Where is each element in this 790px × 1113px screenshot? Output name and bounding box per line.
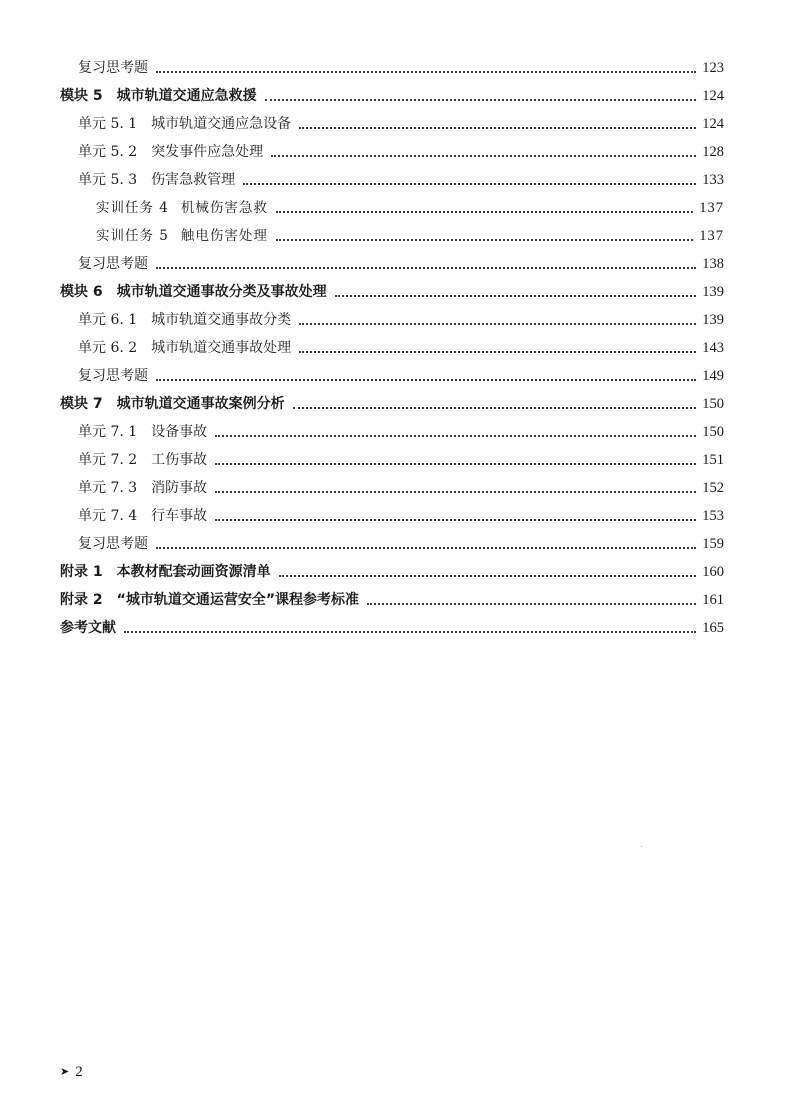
toc-entry-title: 触电伤害处理	[180, 228, 268, 244]
toc-entry-page: 133	[702, 172, 724, 188]
toc-entry-label	[78, 58, 148, 78]
toc-entry-label	[78, 142, 263, 162]
toc-entry-title: 参考文献	[60, 620, 116, 636]
toc-entry-label	[78, 506, 207, 526]
toc-entry-number: 模块 5	[60, 88, 103, 104]
toc-entry-label	[78, 310, 291, 330]
toc-entry-title: 复习思考题	[78, 536, 148, 552]
toc-entry-title: 城市轨道交通事故处理	[151, 340, 292, 356]
toc-entry	[0, 502, 790, 530]
toc-entry-title: “城市轨道交通运营安全”课程参考标准	[116, 592, 360, 608]
toc-entry-label	[78, 534, 148, 554]
toc-entry	[0, 418, 790, 446]
toc-entry-label	[96, 198, 268, 218]
toc-entry-title: 复习思考题	[78, 256, 148, 272]
dot-leader	[299, 350, 696, 353]
toc-entry	[0, 166, 790, 194]
dot-leader	[156, 378, 696, 381]
toc-entry-number: 模块 7	[60, 396, 103, 412]
toc-entry-label	[96, 226, 268, 246]
toc-entry-number: 单元 7. 2	[78, 452, 138, 468]
toc-entry-page: 153	[702, 508, 724, 524]
toc-entry-label	[78, 254, 148, 274]
toc-entry-title: 工伤事故	[151, 452, 208, 468]
dot-leader	[215, 518, 696, 521]
toc-entry-label	[78, 450, 207, 470]
toc-entry-title: 城市轨道交通应急救援	[116, 88, 257, 104]
toc-entry-page: 159	[702, 536, 724, 552]
toc-entry-title: 消防事故	[151, 480, 208, 496]
toc-entry	[0, 278, 790, 306]
toc-entry-page: 137	[699, 200, 724, 216]
toc-entry-number: 单元 7. 1	[78, 424, 138, 440]
toc-entry-page: 123	[702, 60, 724, 76]
table-of-contents	[0, 54, 790, 642]
dot-leader	[279, 574, 697, 577]
toc-entry	[0, 306, 790, 334]
toc-entry-label	[78, 170, 235, 190]
toc-entry-label	[78, 338, 291, 358]
toc-entry	[0, 474, 790, 502]
toc-entry	[0, 110, 790, 138]
toc-entry-page: 139	[702, 284, 724, 300]
toc-entry	[0, 530, 790, 558]
toc-entry	[0, 222, 790, 250]
dot-leader	[243, 182, 696, 185]
toc-entry	[0, 194, 790, 222]
toc-entry	[0, 138, 790, 166]
toc-entry-number: 单元 5. 2	[78, 144, 138, 160]
dot-leader	[271, 154, 696, 157]
scan-speck	[641, 846, 642, 847]
toc-entry	[0, 334, 790, 362]
toc-entry-page: 149	[702, 368, 724, 384]
toc-entry	[0, 446, 790, 474]
toc-entry	[0, 362, 790, 390]
toc-entry-label	[60, 282, 327, 302]
dot-leader	[215, 462, 696, 465]
toc-entry-page: 150	[702, 424, 724, 440]
toc-entry-title: 设备事故	[151, 424, 208, 440]
toc-entry-label	[60, 590, 359, 610]
dot-leader	[276, 210, 693, 213]
toc-entry-page: 137	[699, 228, 724, 244]
toc-entry-number: 模块 6	[60, 284, 103, 300]
dot-leader	[299, 322, 696, 325]
toc-entry-page: 165	[702, 620, 724, 636]
toc-entry-number: 单元 5. 1	[78, 116, 138, 132]
toc-entry-page: 128	[702, 144, 724, 160]
toc-entry-title: 伤害急救管理	[151, 172, 236, 188]
toc-entry-page: 143	[702, 340, 724, 356]
toc-entry-number: 附录 2	[60, 592, 103, 608]
toc-entry-number: 单元 7. 3	[78, 480, 138, 496]
toc-entry-title: 复习思考题	[78, 368, 148, 384]
toc-entry-number: 附录 1	[60, 564, 103, 580]
dot-leader	[276, 238, 693, 241]
toc-entry-title: 城市轨道交通应急设备	[151, 116, 292, 132]
dot-leader	[156, 266, 696, 269]
toc-entry-title: 城市轨道交通事故案例分析	[116, 396, 285, 412]
toc-entry	[0, 54, 790, 82]
toc-entry-label	[60, 562, 271, 582]
dot-leader	[335, 294, 697, 297]
toc-entry	[0, 614, 790, 642]
toc-entry-title: 城市轨道交通事故分类及事故处理	[116, 284, 327, 300]
toc-entry-label	[78, 366, 148, 386]
toc-entry-page: 138	[702, 256, 724, 272]
toc-entry-page: 124	[702, 88, 724, 104]
toc-entry-label	[78, 422, 207, 442]
dot-leader	[215, 490, 696, 493]
footer-page-number: 2	[75, 1064, 83, 1080]
toc-entry-page: 124	[702, 116, 724, 132]
toc-entry-page: 152	[702, 480, 724, 496]
toc-entry	[0, 82, 790, 110]
toc-entry-page: 160	[702, 564, 724, 580]
toc-entry-title: 城市轨道交通事故分类	[151, 312, 292, 328]
toc-entry-title: 机械伤害急救	[180, 200, 268, 216]
toc-entry-label	[60, 86, 257, 106]
toc-entry	[0, 390, 790, 418]
toc-entry-title: 复习思考题	[78, 60, 148, 76]
toc-entry	[0, 586, 790, 614]
toc-entry-page: 139	[702, 312, 724, 328]
dot-leader	[156, 70, 696, 73]
toc-entry-title: 本教材配套动画资源清单	[116, 564, 271, 580]
toc-entry-title: 行车事故	[151, 508, 208, 524]
toc-entry-number: 实训任务 5	[96, 228, 169, 244]
toc-entry-number: 单元 6. 1	[78, 312, 138, 328]
toc-entry-number: 实训任务 4	[96, 200, 169, 216]
dot-leader	[293, 406, 697, 409]
toc-entry-label	[78, 478, 207, 498]
toc-entry-title: 突发事件应急处理	[151, 144, 264, 160]
dot-leader	[299, 126, 696, 129]
toc-entry-label	[78, 114, 291, 134]
dot-leader	[265, 98, 697, 101]
toc-entry-number: 单元 6. 2	[78, 340, 138, 356]
arrow-icon: ➤	[60, 1066, 70, 1078]
toc-entry-label	[60, 618, 116, 638]
dot-leader	[156, 546, 696, 549]
toc-entry	[0, 558, 790, 586]
dot-leader	[367, 602, 696, 605]
page-footer	[60, 1064, 83, 1081]
toc-entry-page: 150	[702, 396, 724, 412]
toc-entry-number: 单元 5. 3	[78, 172, 138, 188]
toc-entry	[0, 250, 790, 278]
toc-entry-number: 单元 7. 4	[78, 508, 138, 524]
toc-entry-page: 161	[702, 592, 724, 608]
dot-leader	[124, 630, 696, 633]
dot-leader	[215, 434, 696, 437]
toc-entry-page: 151	[702, 452, 724, 468]
toc-entry-label	[60, 394, 285, 414]
